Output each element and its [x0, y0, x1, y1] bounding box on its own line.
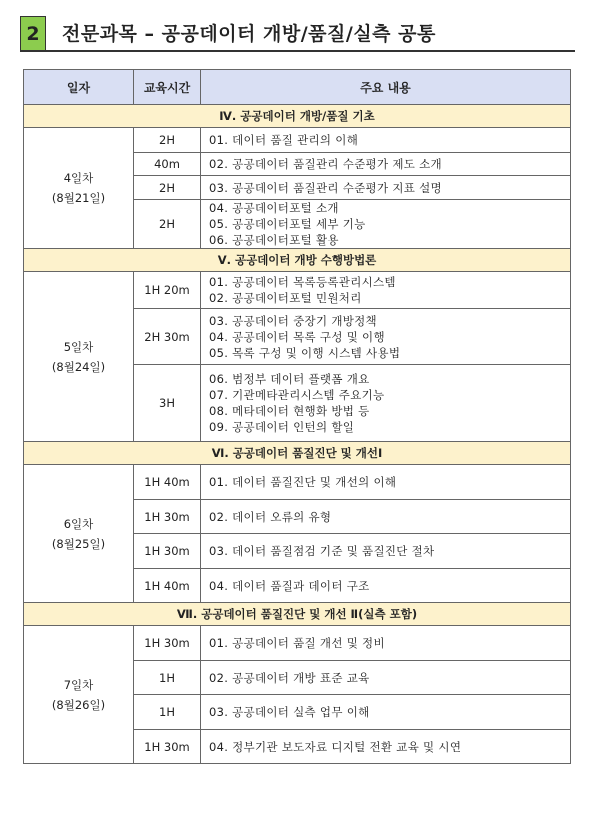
section-row: [24, 105, 571, 128]
content-cell: [201, 176, 571, 200]
content-cell: [201, 500, 571, 534]
table-row: [24, 272, 571, 309]
content-item: 03. 공공데이터 품질관리 수준평가 지표 설명: [209, 180, 442, 195]
content-cell: [201, 569, 571, 603]
day-label: 7일차: [63, 677, 94, 692]
content-cell: [201, 128, 571, 153]
header-date: 일자: [24, 70, 134, 105]
content-cell: [201, 309, 571, 365]
content-cell: [201, 365, 571, 442]
content-item: 03. 공공데이터 실측 업무 이해: [209, 705, 370, 719]
time-cell: 40m: [134, 153, 201, 176]
content-item: 04. 공공데이터포털 소개: [209, 201, 339, 215]
content-cell: [201, 272, 571, 309]
section-row: [24, 442, 571, 465]
day-date: (8월26일): [51, 697, 106, 712]
day-date: (8월21일): [51, 191, 106, 205]
day-cell: [24, 128, 134, 249]
time-cell: 1H 20m: [134, 272, 201, 309]
content-cell: [201, 534, 571, 569]
section-row: [24, 249, 571, 272]
content-item: 05. 목록 구성 및 이행 시스템 사용법: [209, 345, 401, 360]
content-item: 02. 데이터 오류의 유형: [209, 509, 332, 524]
table-row: [24, 465, 571, 500]
table-row: [24, 626, 571, 661]
content-item: 06. 범정부 데이터 플랫폼 개요: [209, 372, 370, 386]
content-item: 05. 공공데이터포털 세부 기능: [209, 217, 366, 231]
time-cell: 1H 40m: [134, 465, 201, 500]
heading-underline: [20, 50, 575, 52]
content-cell: [201, 626, 571, 661]
day-date: (8월25일): [51, 536, 106, 551]
content-item: 09. 공공데이터 인턴의 할일: [209, 420, 355, 434]
day-label: 6일차: [63, 516, 94, 531]
time-cell: 3H: [134, 365, 201, 442]
schedule-table: [23, 69, 571, 764]
content-item: 01. 데이터 품질진단 및 개선의 이해: [209, 475, 397, 489]
header-time: 교육시간: [134, 70, 201, 105]
section-title: Ⅳ. 공공데이터 개방/품질 기초: [24, 105, 571, 128]
content-cell: [201, 661, 571, 695]
section-title: Ⅴ. 공공데이터 개방 수행방법론: [24, 249, 571, 272]
time-cell: 2H: [134, 200, 201, 249]
content-item: 04. 데이터 품질과 데이터 구조: [209, 578, 370, 593]
time-cell: 1H 30m: [134, 500, 201, 534]
section-number: 2: [20, 16, 46, 52]
header-content: 주요 내용: [201, 70, 571, 105]
day-label: 5일차: [63, 339, 94, 354]
content-item: 02. 공공데이터 개방 표준 교육: [209, 670, 370, 685]
time-cell: 1H 30m: [134, 730, 201, 764]
section-title: 전문과목 – 공공데이터 개방/품질/실측 공통: [62, 23, 436, 45]
time-cell: 1H: [134, 661, 201, 695]
day-date: (8월24일): [51, 359, 106, 374]
content-item: 04. 정부기관 보도자료 디지털 전환 교육 및 시연: [209, 739, 462, 754]
content-item: 01. 공공데이터 목록등록관리시스템: [209, 275, 396, 289]
content-item: 07. 기관메타관리시스템 주요기능: [209, 388, 385, 402]
time-cell: 2H 30m: [134, 309, 201, 365]
content-cell: [201, 153, 571, 176]
section-heading: [20, 16, 575, 52]
content-cell: [201, 695, 571, 730]
section-row: [24, 603, 571, 626]
content-cell: [201, 730, 571, 764]
section-title: Ⅵ. 공공데이터 품질진단 및 개선Ⅰ: [24, 442, 571, 465]
day-cell: [24, 272, 134, 442]
time-cell: 1H: [134, 695, 201, 730]
day-cell: [24, 465, 134, 603]
content-item: 04. 공공데이터 목록 구성 및 이행: [209, 329, 385, 344]
table-row: [24, 128, 571, 153]
time-cell: 1H 40m: [134, 569, 201, 603]
content-item: 01. 데이터 품질 관리의 이해: [209, 133, 359, 147]
content-cell: [201, 465, 571, 500]
time-cell: 2H: [134, 176, 201, 200]
content-item: 02. 공공데이터포털 민원처리: [209, 291, 362, 305]
content-item: 08. 메타데이터 현행화 방법 등: [209, 404, 370, 418]
time-cell: 1H 30m: [134, 534, 201, 569]
time-cell: 1H 30m: [134, 626, 201, 661]
content-item: 03. 공공데이터 중장기 개방정책: [209, 313, 377, 328]
section-title: Ⅶ. 공공데이터 품질진단 및 개선 Ⅱ(실측 포함): [24, 603, 571, 626]
content-cell: [201, 200, 571, 249]
content-item: 01. 공공데이터 품질 개선 및 정비: [209, 636, 385, 650]
day-label: 4일차: [63, 171, 94, 185]
content-item: 03. 데이터 품질점검 기준 및 품질진단 절차: [209, 544, 435, 558]
day-cell: [24, 626, 134, 764]
content-item: 02. 공공데이터 품질관리 수준평가 제도 소개: [209, 157, 442, 171]
schedule-body: [24, 105, 571, 764]
content-item: 06. 공공데이터포털 활용: [209, 233, 339, 247]
time-cell: 2H: [134, 128, 201, 153]
header-row: [24, 70, 571, 105]
